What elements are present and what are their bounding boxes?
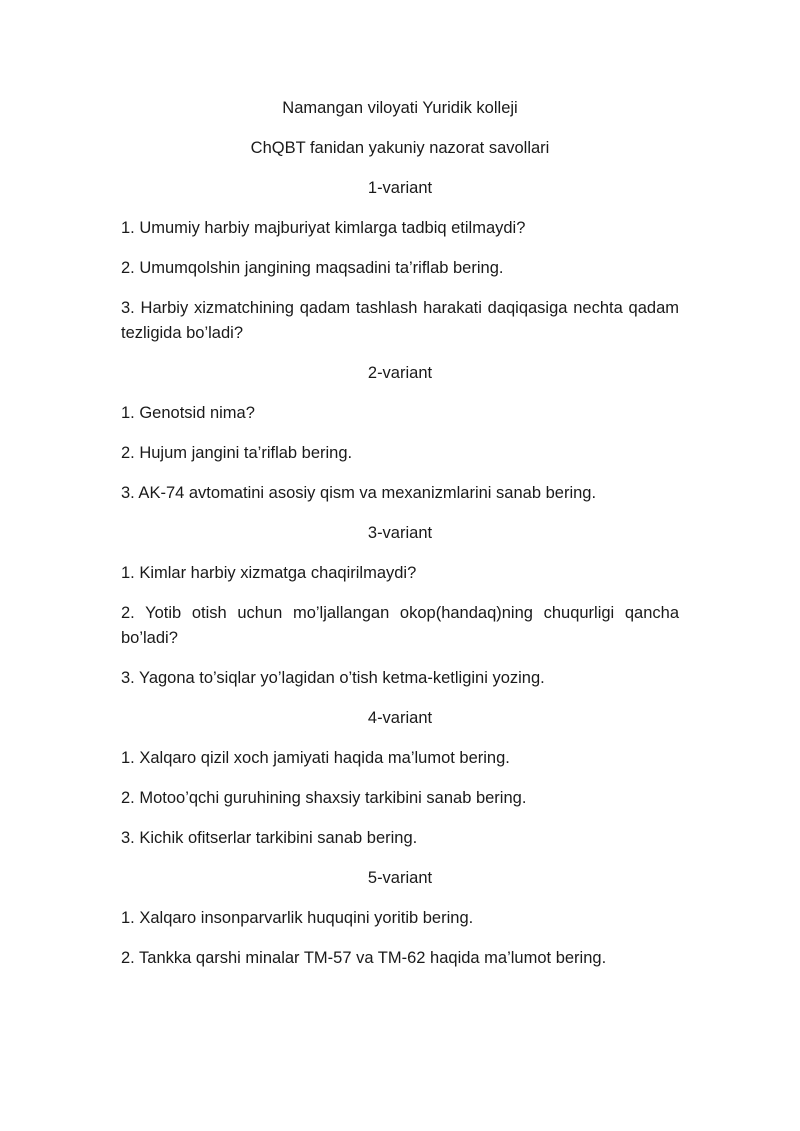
- question-item: 1. Genotsid nima?: [121, 404, 255, 422]
- question-item: 3. Harbiy xizmatchining qadam tashlash harakati daqiqasiga nechta qadam tezligida bo’ladi?: [121, 299, 679, 342]
- question-item: 2. Umumqolshin jangining maqsadini ta’riflab bering.: [121, 259, 504, 277]
- subject-title: ChQBT fanidan yakuniy nazorat savollari: [250, 139, 550, 157]
- question-item: 2. Hujum jangini ta’riflab bering.: [121, 444, 353, 462]
- question-item: 2. Tankka qarshi minalar TM-57 va TM-62 haqida ma’lumot bering.: [121, 949, 607, 967]
- variant-heading: 3-variant: [367, 524, 433, 542]
- variant-heading: 4-variant: [367, 709, 433, 727]
- question-item: 2. Yotib otish uchun mo’ljallangan okop(handaq)ning chuqurligi qancha bo’ladi?: [121, 604, 679, 647]
- variant-heading: 1-variant: [367, 179, 433, 197]
- question-item: 1. Xalqaro insonparvarlik huquqini yoritib bering.: [121, 909, 474, 927]
- question-item: 3. Yagona to’siqlar yo’lagidan o’tish ketma-ketligini yozing.: [121, 669, 545, 687]
- question-item: 1. Xalqaro qizil xoch jamiyati haqida ma’lumot bering.: [121, 749, 510, 767]
- question-item: 1. Umumiy harbiy majburiyat kimlarga tadbiq etilmaydi?: [121, 219, 526, 237]
- question-item: 3. Kichik ofitserlar tarkibini sanab bering.: [121, 829, 418, 847]
- question-item: 3. AK-74 avtomatini asosiy qism va mexanizmlarini sanab bering.: [121, 484, 597, 502]
- variant-heading: 2-variant: [367, 364, 433, 382]
- document-page: [121, 96, 679, 986]
- question-item: 1. Kimlar harbiy xizmatga chaqirilmaydi?: [121, 564, 417, 582]
- variant-heading: 5-variant: [367, 869, 433, 887]
- institution-title: Namangan viloyati Yuridik kolleji: [282, 99, 518, 117]
- question-item: 2. Motoo’qchi guruhining shaxsiy tarkibini sanab bering.: [121, 789, 527, 807]
